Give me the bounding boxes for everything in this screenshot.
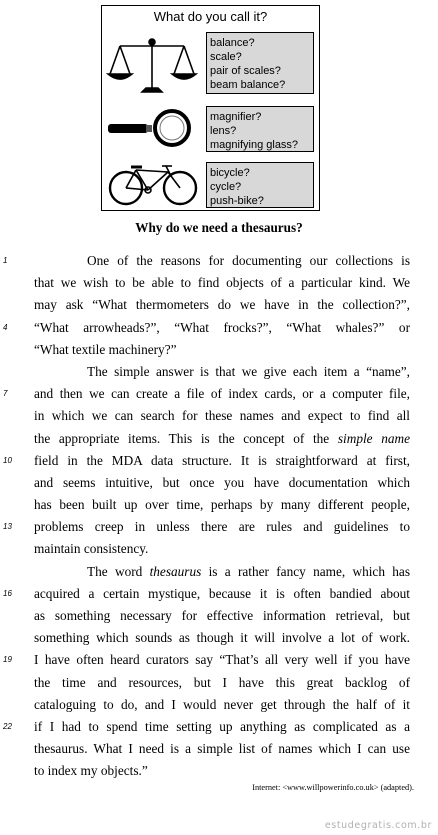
text-line [34, 738, 410, 760]
text-line [34, 672, 410, 694]
line-text: “What arrowheads?”, “What frocks?”, “What whales?” or [34, 319, 410, 335]
line-text: and seems intuitive, but once you have documentation which [34, 474, 410, 490]
text-line [34, 760, 410, 782]
text-line [34, 339, 410, 361]
line-text: if I had to spend time setting up anything as complicated as a [34, 718, 410, 734]
text-line [34, 361, 410, 383]
term: bicycle? [210, 167, 250, 179]
figure-terms-box-bicycle [206, 162, 314, 208]
text-line [3, 583, 410, 605]
line-text: the appropriate items. This is the concept of the [34, 430, 338, 446]
text-line [3, 383, 410, 405]
line-text: field in the MDA data structure. It is straightforward at first, [34, 452, 410, 468]
figure-what-do-you-call-it [101, 5, 320, 211]
line-text: in which we can search for these names and expect to find all [34, 408, 410, 424]
line-text: the time and resources, but I have this great backlog of [34, 674, 410, 690]
text-line [34, 538, 410, 560]
source-citation: Internet: <www.willpowerinfo.co.uk> (adapted). [252, 783, 414, 792]
line-text: has been built up over time, perhaps by many different people, [34, 497, 410, 513]
text-line [34, 494, 410, 516]
line-text: problems creep in unless there are rules and guidelines to [34, 519, 410, 535]
line-text: thesaurus. What I need is a simple list of names which I can use [34, 741, 410, 757]
line-number: 4 [3, 322, 8, 332]
line-text: The word [87, 563, 150, 579]
figure-terms-box-scales [206, 32, 314, 94]
text-line [34, 405, 410, 427]
text-line [3, 317, 410, 339]
text-line [34, 605, 410, 627]
line-text: to index my objects.” [34, 763, 148, 779]
text-line [34, 561, 410, 583]
line-number: 10 [3, 455, 12, 465]
line-text: may ask “What thermometers do we have in the collection?”, [34, 297, 410, 313]
figure-row-bicycle [102, 160, 319, 208]
line-number: 7 [3, 389, 8, 399]
line-text: “What textile machinery?” [34, 341, 177, 357]
line-text: The simple answer is that we give each item a “name”, [87, 363, 410, 379]
figure-terms-box-magnifier [206, 106, 314, 152]
text-line [34, 627, 410, 649]
term: balance? [210, 37, 255, 49]
line-emphasis: simple name [337, 430, 410, 446]
scales-icon [106, 34, 198, 96]
line-emphasis: thesaurus [149, 563, 202, 579]
line-number: 19 [3, 655, 12, 665]
term: lens? [210, 125, 237, 137]
line-text: something which sounds as though it will involve a lot of work. [34, 630, 410, 646]
line-number: 13 [3, 522, 12, 532]
line-text: I have often heard curators say “That’s all very well if you have [34, 652, 410, 668]
article-heading: Why do we need a thesaurus? [135, 220, 303, 235]
watermark: estudegratis.com.br [324, 820, 432, 831]
term: magnifying glass? [210, 139, 299, 151]
line-number: 1 [3, 256, 8, 265]
figure-row-scales [102, 30, 319, 96]
text-line [3, 250, 410, 272]
term: scale? [210, 51, 242, 63]
text-line [34, 472, 410, 494]
term: magnifier? [210, 111, 262, 123]
term: beam balance? [210, 79, 286, 91]
bicycle-icon [106, 162, 200, 208]
line-text: One of the reasons for documenting our collections is [87, 253, 410, 268]
text-line [34, 428, 410, 450]
line-text: and then we can create a file of index cards, or a computer file, [34, 386, 410, 402]
article-body [3, 250, 410, 783]
figure-row-magnifier [102, 102, 319, 152]
text-line [34, 694, 410, 716]
text-line [34, 294, 410, 316]
text-line [34, 272, 410, 294]
line-text: as something necessary for effective information retrieval, but [34, 608, 410, 623]
text-line [3, 716, 410, 738]
line-text: cataloguing to do, and I would never get through the half of it [34, 696, 410, 712]
term: pair of scales? [210, 65, 281, 77]
figure-title: What do you call it? [153, 9, 268, 24]
line-text: maintain consistency. [34, 541, 149, 557]
line-text: acquired a certain mystique, because it is often bandied about [34, 585, 410, 601]
text-line [3, 516, 410, 538]
term: push-bike? [210, 195, 264, 207]
term: cycle? [210, 181, 242, 193]
line-text: is a rather fancy name, which has [201, 563, 410, 579]
text-line [3, 450, 410, 472]
magnifying-glass-icon [106, 108, 198, 148]
line-number: 22 [3, 721, 12, 731]
line-text: that we wish to be able to find objects of a particular kind. We [34, 275, 410, 291]
text-line [3, 649, 410, 671]
line-number: 16 [3, 588, 12, 598]
